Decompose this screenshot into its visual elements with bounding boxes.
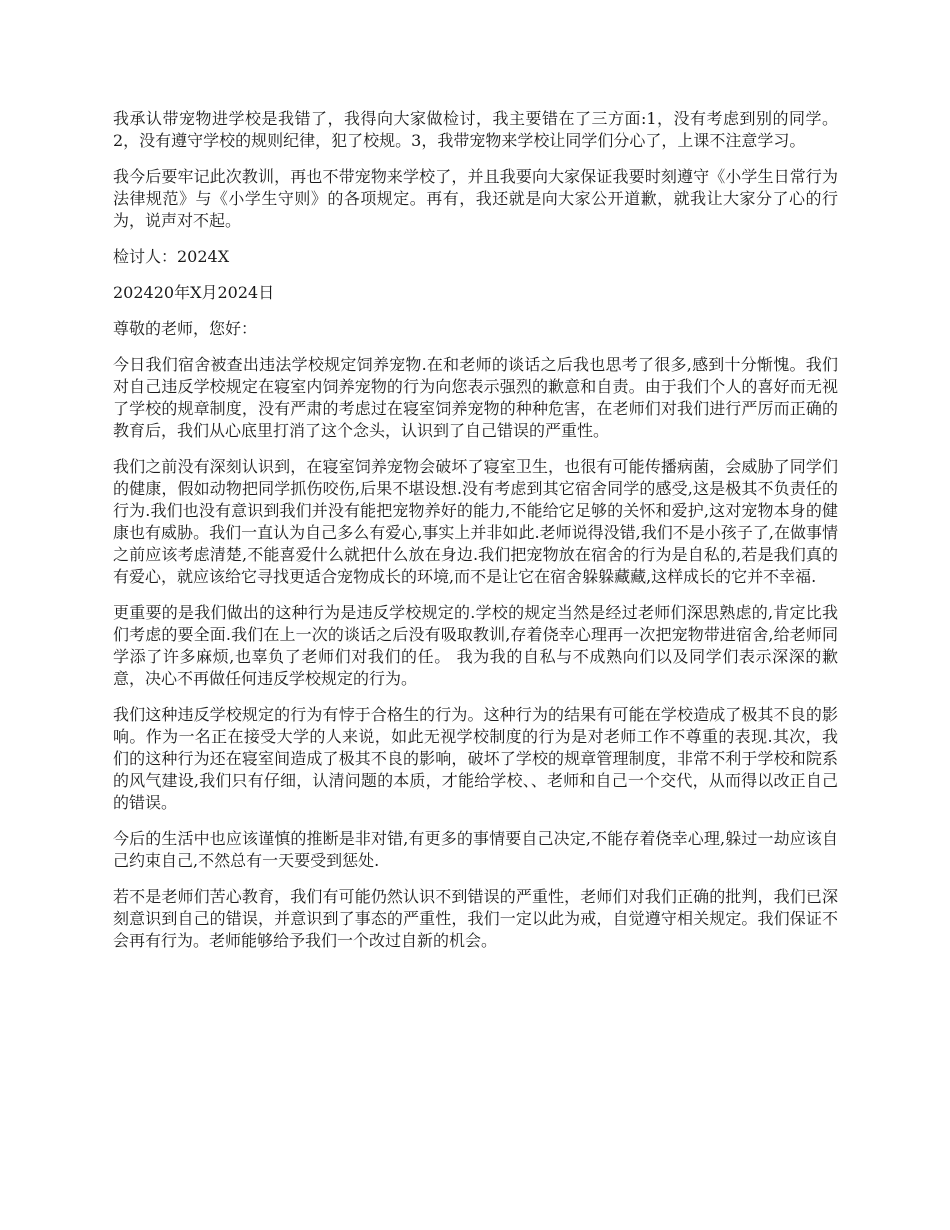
paragraph-future: 今后的生活中也应该谨慎的推断是非对错,有更多的事情要自己决定,不能存着侥幸心理,躲过一劫应该自己约束自己,不然总有一天要受到惩处. xyxy=(113,829,838,870)
paragraph-promise: 我今后要牢记此次教训，再也不带宠物来学校了，并且我要向大家保证我要时刻遵守《小学生日常行为法律规范》与《小学生守则》的各项规定。再有，我还就是向大家公开道歉，就我让大家分了心的行为，说声对不起。 xyxy=(113,167,838,230)
paragraph-impact: 我们这种违反学校规定的行为有悖于合格生的行为。这种行为的结果有可能在学校造成了极其不良的影响。作为一名正在接受大学的人来说，如此无视学校制度的行为是对老师工作不尊重的表现.其次，我们的这种行为还在寝室间造成了极其不良的影响，破坏了学校的规章管理制度，非常不利于学校和院系的风气建设,我们只有仔细，认清问题的本质，才能给学校、、老师和自己一个交代，从而得以改正自己的错误。 xyxy=(113,705,838,812)
salutation: 尊敬的老师，您好： xyxy=(113,319,258,338)
paragraph-rules: 更重要的是我们做出的这种行为是违反学校规定的.学校的规定当然是经过老师们深思熟虑的,肯定比我们考虑的要全面.我们在上一次的谈话之后没有吸取教训,存着侥幸心理再一次把宠物带进宿舍,给老师同学添了许多麻烦,也辜负了老师们对我们的任。 我为我的自私与不成熟向们以及同学们表示深深的歉意，决心不再做任何违反学校规定的行为。 xyxy=(113,603,838,688)
paragraph-reflection: 我们之前没有深刻认识到，在寝室饲养宠物会破坏了寝室卫生，也很有可能传播病菌，会威胁了同学们的健康，假如动物把同学抓伤咬伤,后果不堪设想.没有考虑到其它宿舍同学的感受,这是极其不负责任的行为.我们也没有意识到我们并没有能把宠物养好的能力,不能给它足够的关怀和爱护,这对宠物本身的健康也有威胁。我们一直认为自己多么有爱心,事实上并非如此.老师说得没错,我们不是小孩子了,在做事情之前应该考虑清楚,不能喜爱什么就把什么放在身边.我们把宠物放在宿舍的行为是自私的,若是我们真的有爱心，就应该给它寻找更适合宠物成长的环境,而不是让它在宿舍躲躲藏藏,这样成长的它并不幸福. xyxy=(113,457,838,586)
paragraph-admission: 我承认带宠物进学校是我错了，我得向大家做检讨，我主要错在了三方面:1，没有考虑到别的同学。2，没有遵守学校的规则纪律，犯了校规。3，我带宠物来学校让同学们分心了，上课不注意学习。 xyxy=(113,109,838,150)
paragraph-incident: 今日我们宿舍被查出违法学校规定饲养宠物.在和老师的谈话之后我也思考了很多,感到十分惭愧。我们对自己违反学校规定在寝室内饲养宠物的行为向您表示强烈的歉意和自责。由于我们个人的喜好而无视了学校的规章制度，没有严肃的考虑过在寝室饲养宠物的种种危害，在老师们对我们进行严厉而正确的教育后，我们从心底里打消了这个念头，认识到了自己错误的严重性。 xyxy=(113,355,838,440)
paragraph-closing: 若不是老师们苦心教育，我们有可能仍然认识不到错误的严重性，老师们对我们正确的批判，我们已深刻意识到自己的错误，并意识到了事态的严重性，我们一定以此为戒，自觉遵守相关规定。我们保证不会再有行为。老师能够给予我们一个改过自新的机会。 xyxy=(113,887,838,950)
signature-line: 检讨人：2024X xyxy=(113,247,230,266)
date-line: 202420年X月2024日 xyxy=(113,283,275,302)
document-body xyxy=(113,108,838,966)
